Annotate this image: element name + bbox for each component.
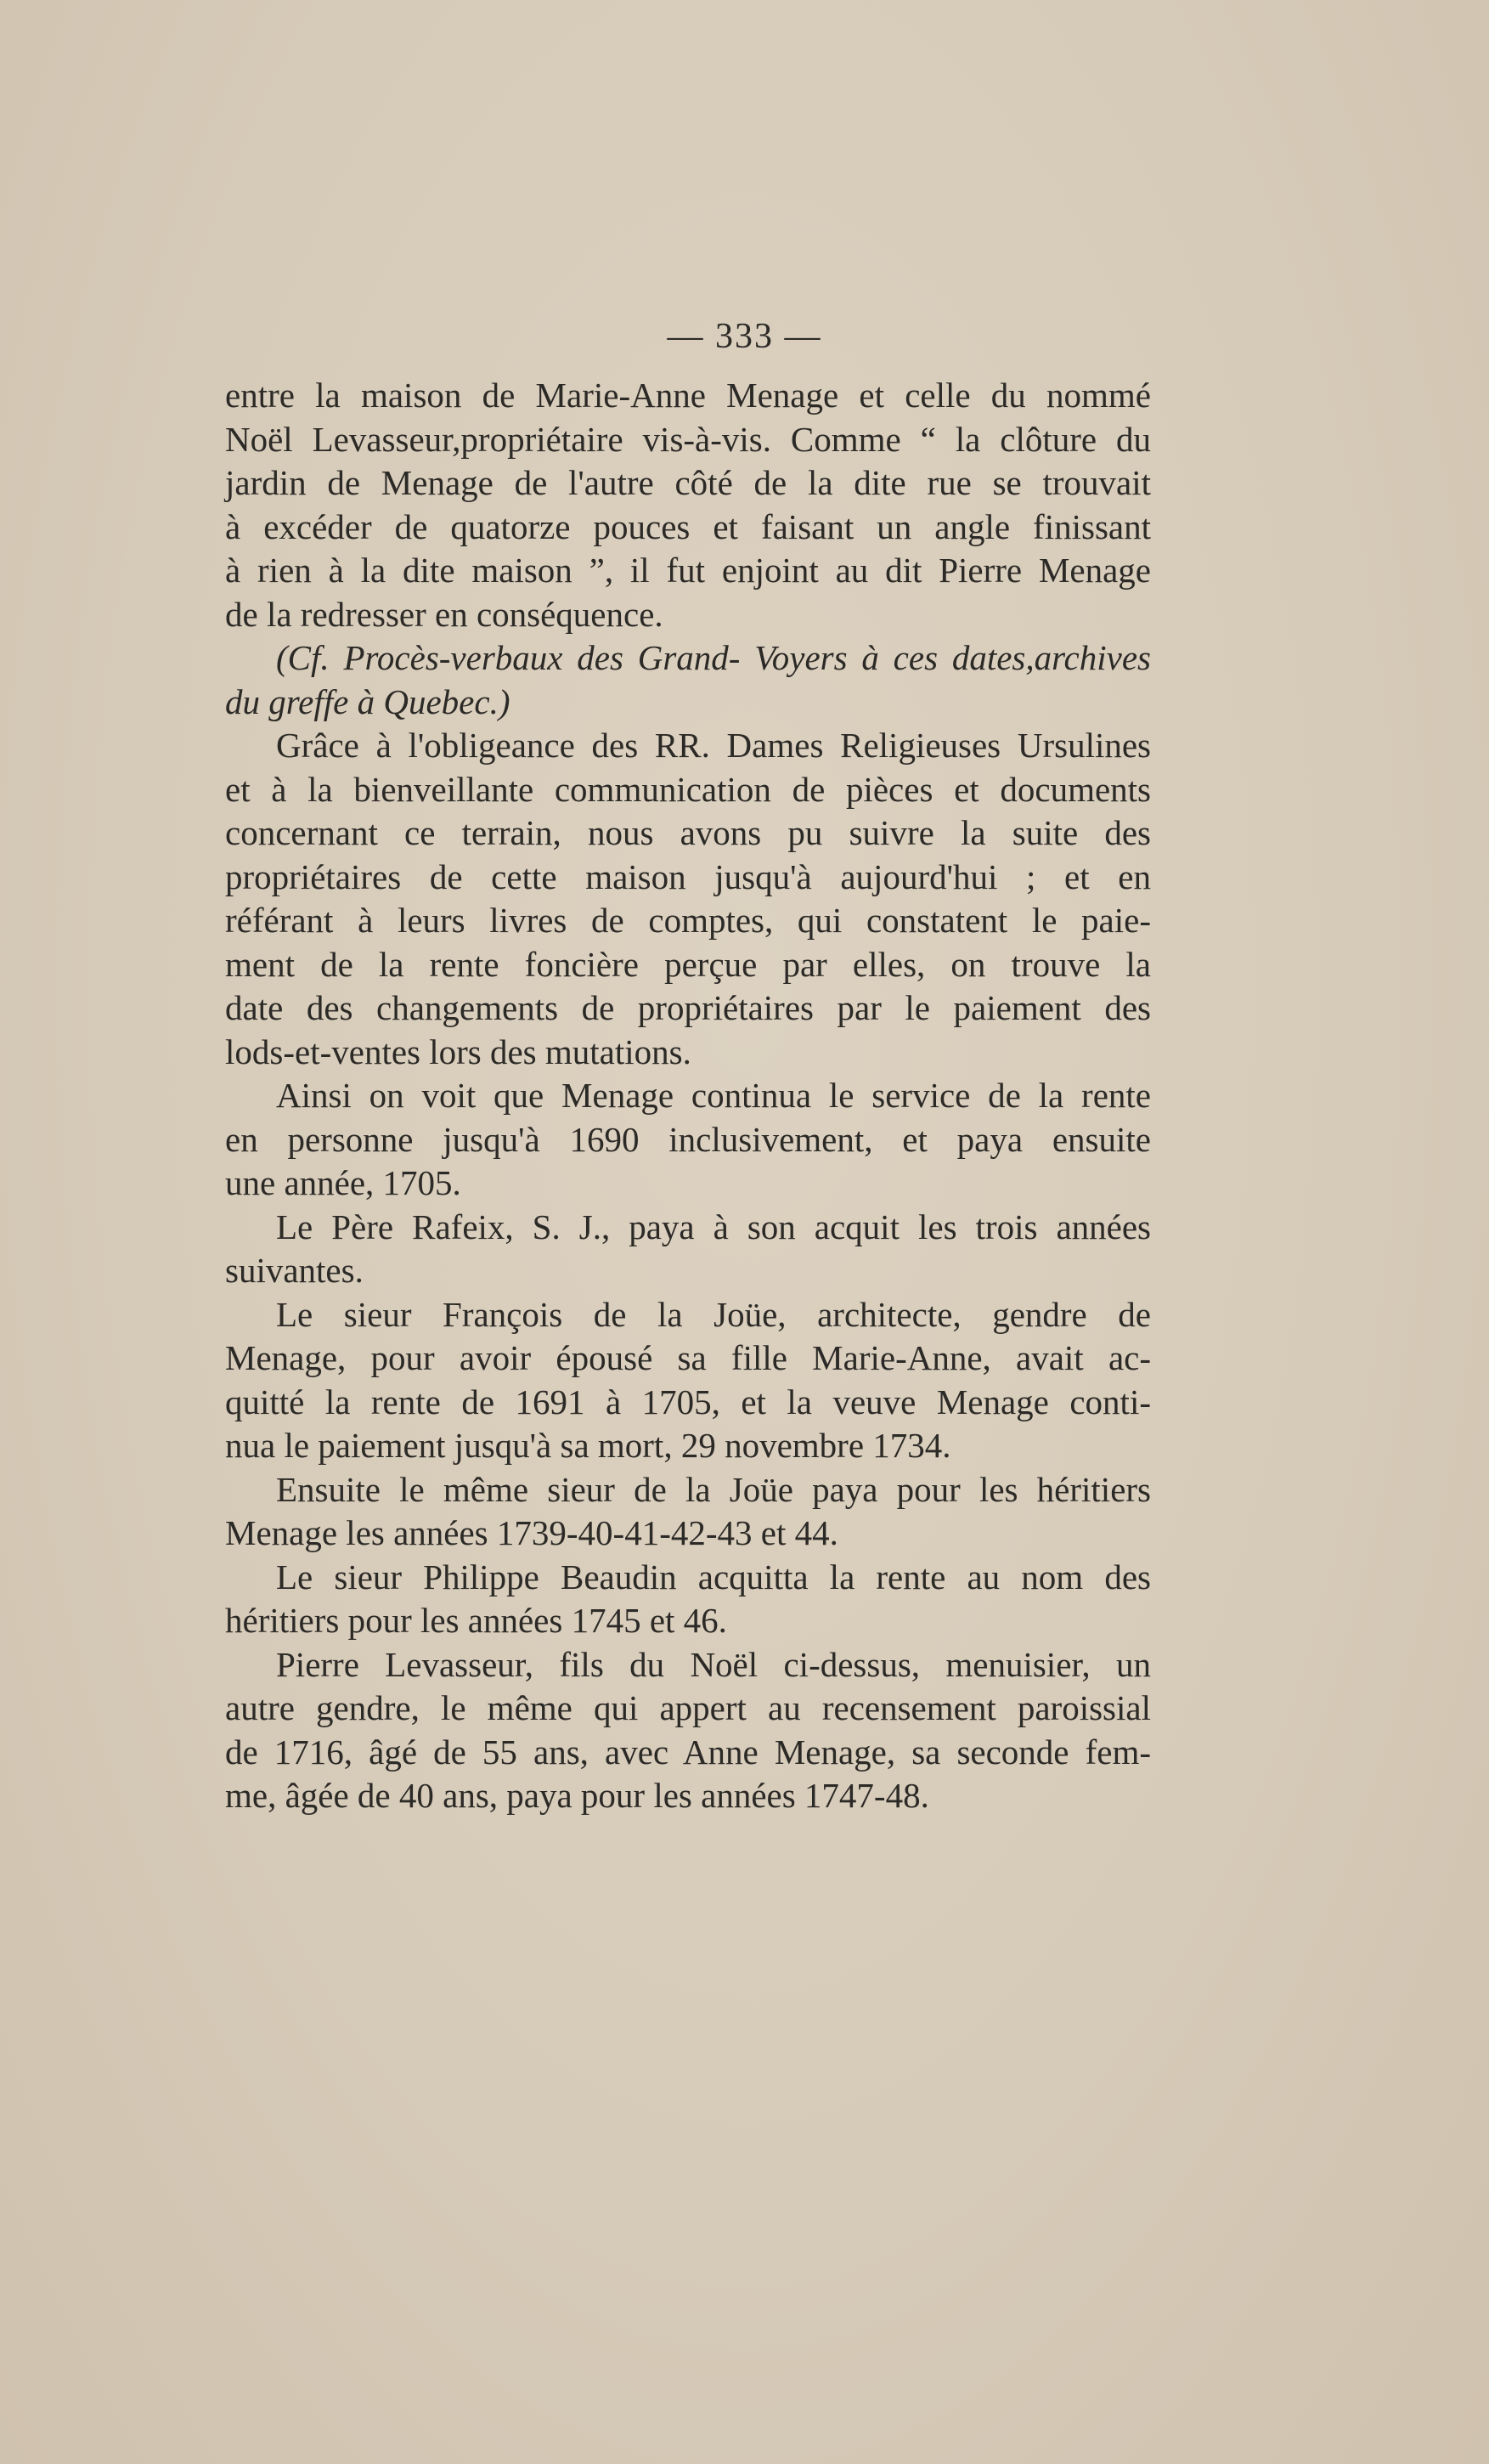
text-line: Menage, pour avoir épousé sa fille Marie-Anne, avait ac-: [225, 1338, 1151, 1377]
text-line: me, âgée de 40 ans, paya pour les années 1747-48.: [225, 1776, 929, 1815]
text-line: de 1716, âgé de 55 ans, avec Anne Menage, sa seconde fem-: [225, 1732, 1151, 1772]
body-paragraph: [225, 1643, 1151, 1818]
body-text: [225, 374, 1151, 1818]
text-line: du greffe à Quebec.): [225, 681, 510, 721]
body-paragraph: [225, 724, 1151, 1074]
text-line: et à la bienveillante communication de pièces et documents: [225, 769, 1151, 809]
text-line: date des changements de propriétaires par le paiement des: [225, 988, 1151, 1027]
text-line: Le sieur Philippe Beaudin acquitta la rente au nom des: [276, 1557, 1151, 1597]
text-line: Grâce à l'obligeance des RR. Dames Religieuses Ursulines: [276, 726, 1151, 765]
text-line: Le Père Rafeix, S. J., paya à son acquit les trois années: [276, 1207, 1151, 1246]
text-line: (Cf. Procès-verbaux des Grand- Voyers à ces dates,archives: [276, 638, 1151, 677]
body-paragraph: [225, 1293, 1151, 1468]
text-line: à rien à la dite maison ”, il fut enjoint au dit Pierre Menage: [225, 551, 1151, 590]
text-line: entre la maison de Marie-Anne Menage et celle du nommé: [225, 376, 1151, 415]
body-paragraph: [225, 374, 1151, 636]
text-line: référant à leurs livres de comptes, qui constatent le paie-: [225, 901, 1151, 940]
text-line: Noël Levasseur,propriétaire vis-à-vis. Comme “ la clôture du: [225, 419, 1151, 459]
text-line: Menage les années 1739-40-41-42-43 et 44.: [225, 1513, 838, 1552]
text-line: ment de la rente foncière perçue par elles, on trouve la: [225, 944, 1151, 984]
text-line: de la redresser en conséquence.: [225, 594, 663, 634]
text-line: quitté la rente de 1691 à 1705, et la veuve Menage conti-: [225, 1382, 1151, 1421]
text-line: Ensuite le même sieur de la Joüe paya pour les héritiers: [276, 1469, 1151, 1509]
text-line: Pierre Levasseur, fils du Noël ci-dessus, menuisier, un: [276, 1644, 1151, 1684]
body-paragraph: [225, 1468, 1151, 1556]
text-line: Le sieur François de la Joüe, architecte, gendre de: [276, 1294, 1151, 1334]
text-line: une année, 1705.: [225, 1163, 461, 1202]
text-line: à excéder de quatorze pouces et faisant un angle finissant: [225, 506, 1151, 546]
text-line: autre gendre, le même qui appert au recensement paroissial: [225, 1688, 1151, 1727]
citation-paragraph: [225, 636, 1151, 724]
text-line: en personne jusqu'à 1690 inclusivement, et paya ensuite: [225, 1119, 1151, 1159]
text-line: nua le paiement jusqu'à sa mort, 29 novembre 1734.: [225, 1426, 951, 1465]
text-line: lods-et-ventes lors des mutations.: [225, 1031, 691, 1071]
text-line: héritiers pour les années 1745 et 46.: [225, 1601, 727, 1640]
text-line: propriétaires de cette maison jusqu'à aujourd'hui ; et en: [225, 856, 1151, 896]
text-line: concernant ce terrain, nous avons pu suivre la suite des: [225, 813, 1151, 852]
body-paragraph: [225, 1556, 1151, 1643]
text-line: jardin de Menage de l'autre côté de la dite rue se trouvait: [225, 463, 1151, 502]
text-line: suivantes.: [225, 1251, 364, 1290]
body-paragraph: [225, 1206, 1151, 1293]
text-line: Ainsi on voit que Menage continua le service de la rente: [276, 1076, 1151, 1115]
body-paragraph: [225, 1074, 1151, 1206]
page-number: — 333 —: [667, 317, 822, 356]
